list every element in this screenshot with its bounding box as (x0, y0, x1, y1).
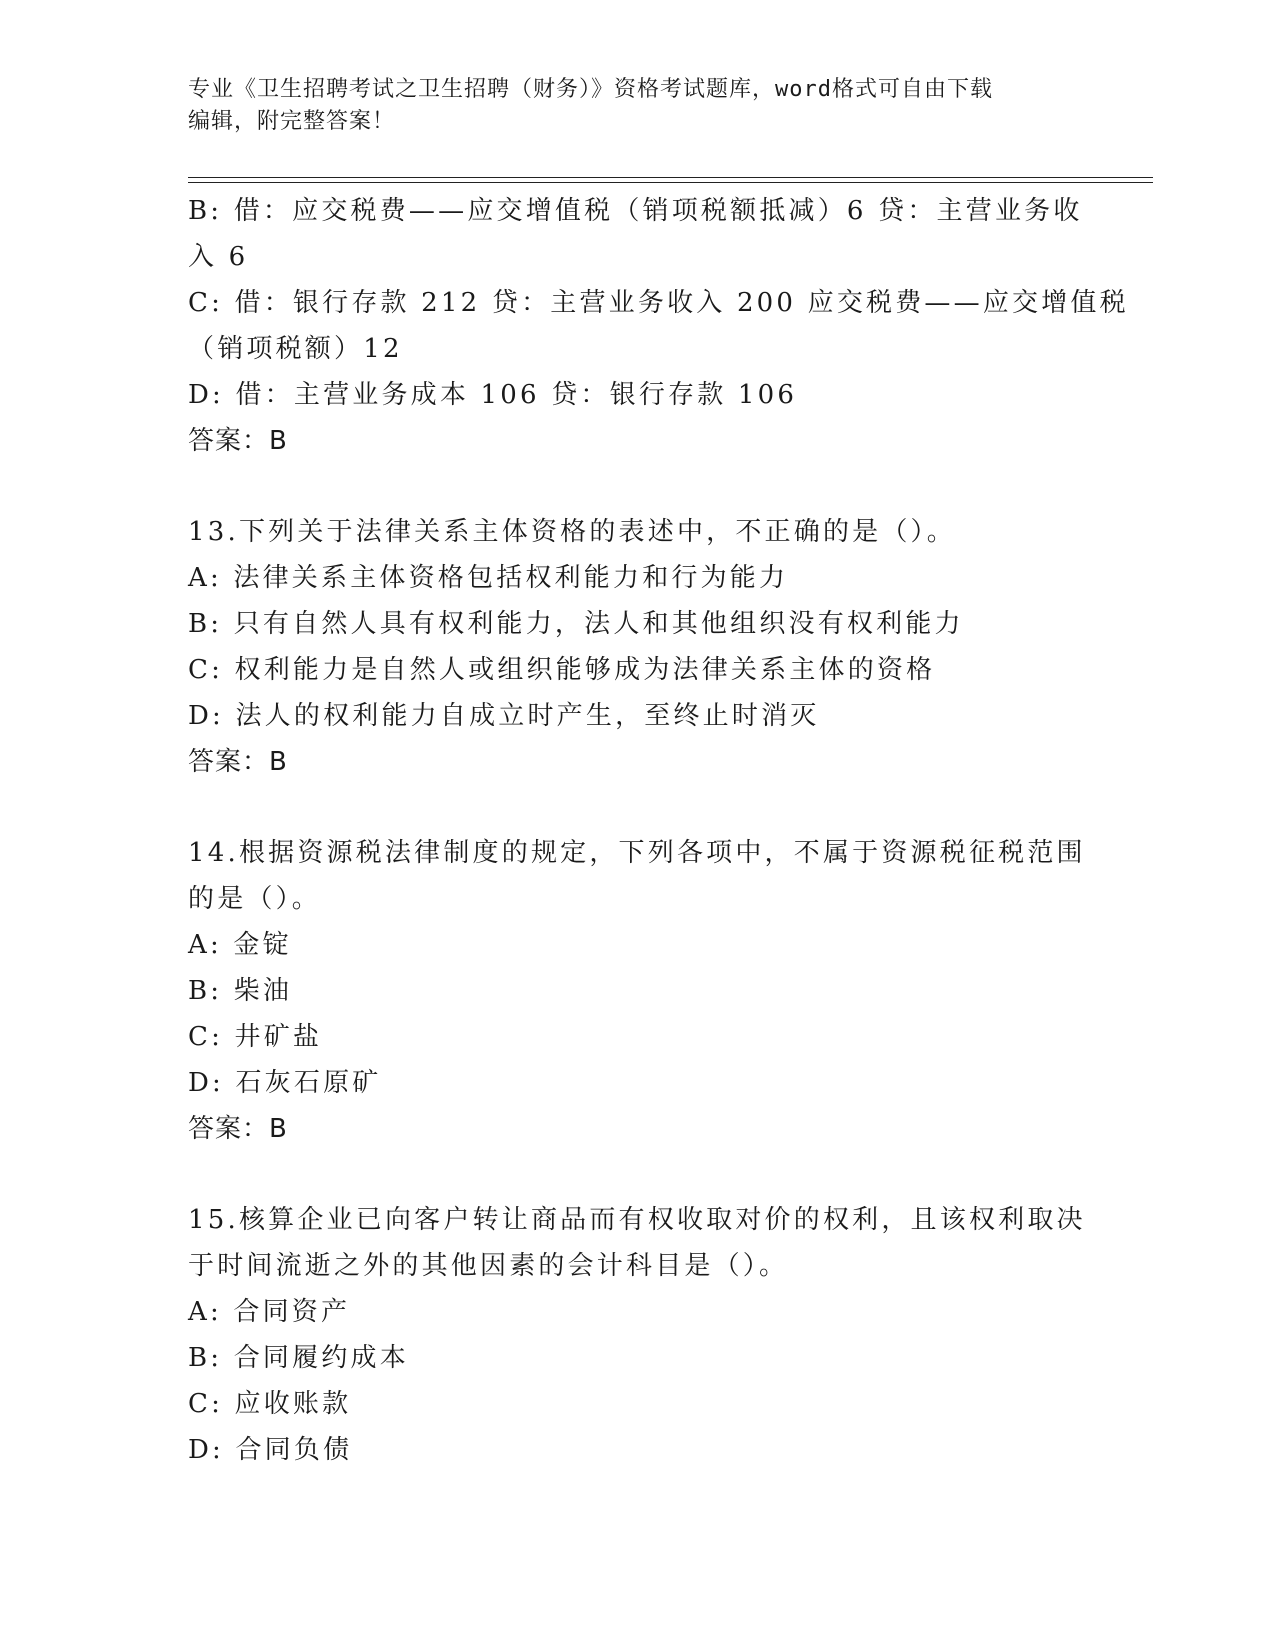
q15-option-b: B: 合同履约成本 (188, 1343, 409, 1373)
q13-answer: 答案：B (188, 747, 288, 777)
q13-option-b: B: 只有自然人具有权利能力，法人和其他组织没有权利能力 (188, 609, 964, 639)
q15-option-d: D: 合同负债 (188, 1435, 353, 1465)
q12-option-c-line-1: C: 借：银行存款 212 贷：主营业务收入 200 应交税费——应交增值税 (188, 288, 1129, 318)
question-12 (188, 188, 1129, 464)
q12-option-b-line-2: 入 6 (188, 242, 249, 272)
header-title-line-2: 编辑，附完整答案！ (188, 109, 396, 134)
q13-stem: 13.下列关于法律关系主体资格的表述中，不正确的是（）。 (188, 517, 956, 547)
q14-option-d: D: 石灰石原矿 (188, 1068, 382, 1098)
q13-option-c: C: 权利能力是自然人或组织能够成为法律关系主体的资格 (188, 655, 936, 685)
q15-stem-line-1: 15.核算企业已向客户转让商品而有权收取对价的权利，且该权利取决 (188, 1205, 1086, 1235)
q12-answer: 答案：B (188, 426, 288, 456)
q15-option-c: C: 应收账款 (188, 1389, 352, 1419)
question-15 (188, 1197, 1088, 1473)
q14-stem-line-2: 的是（）。 (188, 884, 322, 914)
spacer (188, 464, 1088, 509)
q14-option-c: C: 井矿盐 (188, 1022, 323, 1052)
question-14 (188, 830, 1088, 1152)
q12-option-b-line-1: B: 借：应交税费——应交增值税（销项税额抵减）6 贷：主营业务收 (188, 196, 1083, 226)
q15-option-a: A: 合同资产 (188, 1297, 351, 1327)
q14-stem-line-1: 14.根据资源税法律制度的规定，下列各项中，不属于资源税征税范围 (188, 838, 1086, 868)
q13-option-a: A: 法律关系主体资格包括权利能力和行为能力 (188, 563, 789, 593)
q15-stem-line-2: 于时间流逝之外的其他因素的会计科目是（）。 (188, 1251, 789, 1281)
spacer (188, 785, 1088, 830)
header-divider-bottom (188, 182, 1153, 183)
header-divider-top (188, 177, 1153, 178)
q12-option-c-line-2: （销项税额）12 (188, 334, 403, 364)
header-title-line-1: 专业《卫生招聘考试之卫生招聘（财务）》资格考试题库，word格式可自由下载 (188, 77, 993, 102)
question-13 (188, 509, 1088, 785)
q13-option-d: D: 法人的权利能力自成立时产生，至终止时消灭 (188, 701, 820, 731)
q14-answer: 答案：B (188, 1114, 288, 1144)
spacer (188, 1152, 1088, 1197)
q12-option-d: D: 借：主营业务成本 106 贷：银行存款 106 (188, 380, 798, 410)
q14-option-a: A: 金锭 (188, 930, 292, 960)
q14-option-b: B: 柴油 (188, 976, 293, 1006)
question-list (188, 188, 1129, 1473)
document-header (188, 74, 1088, 138)
